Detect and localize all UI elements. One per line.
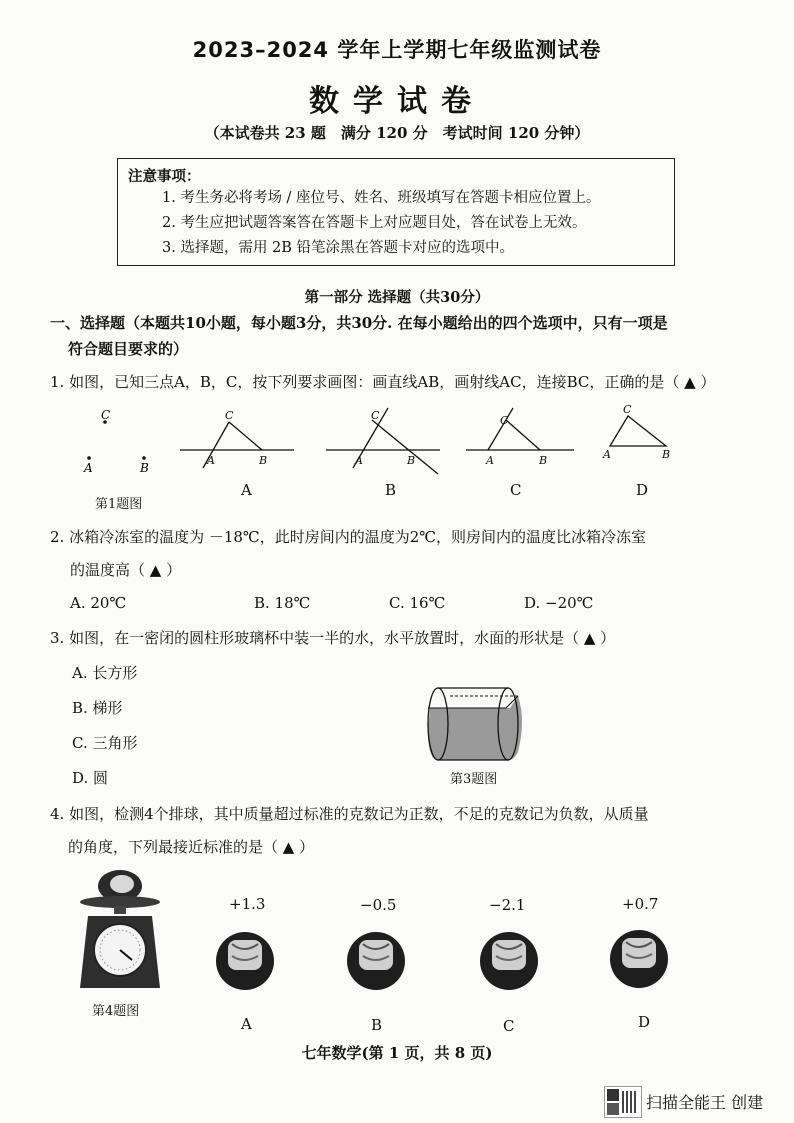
q3-option-b: B. 梯形 [72,699,123,717]
q1-option-b-figure [326,408,440,474]
question-1-text: 1. 如图，已知三点A，B，C，按下列要求画图：画直线AB，画射线AC，连接BC，正确的是（ ▲ ） [50,373,716,391]
question-3-text: 3. 如图，在一密闭的圆柱形玻璃杯中装一半的水，水平放置时，水面的形状是（ ▲ ） [50,629,616,647]
section-title: 第一部分 选择题（共30分） [304,289,490,306]
page-footer: 七年数学(第 1 页，共 8 页) [301,1044,493,1062]
point-label: A [84,461,93,475]
scanner-text: 扫描全能王 创建 [646,1093,764,1112]
q3-option-d: D. 圆 [72,769,109,787]
exam-title: 2023–2024 学年上学期七年级监测试卷 [192,38,602,62]
q1-option-c-figure [466,408,574,467]
q2-option-d: D. −20℃ [524,594,594,612]
q3-option-a: A. 长方形 [72,664,138,682]
q4-figure-caption: 第4题图 [92,1004,140,1019]
q4-option-label: B [371,1016,383,1034]
notice-item: 1. 考生务必将考场 / 座位号、姓名、班级填写在答题卡相应位置上。 [162,190,601,206]
svg-text:A: A [486,454,494,467]
q1-option-label: D [636,481,649,499]
question-1-figures [70,402,690,512]
svg-text:B: B [407,454,416,467]
q1-option-label: B [385,481,397,499]
q2-option-a: A. 20℃ [70,594,127,612]
volleyball-image [478,930,540,992]
svg-text:C: C [623,403,632,416]
q4-option-label: D [638,1013,651,1031]
q3-figure-caption: 第3题图 [450,772,498,787]
q1-figure-caption: 第1题图 [95,497,143,512]
ball-value: −0.5 [360,896,397,914]
notice-item: 2. 考生应把试题答案答在答题卡上对应题目处，答在试卷上无效。 [162,215,587,231]
section-instruction-cont: 符合题目要求的） [68,340,189,358]
ball-value: +1.3 [229,895,266,913]
question-2-text-cont: 的温度高（ ▲ ） [70,561,182,579]
notice-box [117,158,675,266]
q4-option-label: A [241,1015,252,1033]
q4-scale-figure [74,868,166,992]
q1-option-label: A [241,481,252,499]
subject-title: 数学试卷 [309,84,485,119]
notice-item: 3. 选择题，需用 2B 铅笔涂黑在答题卡对应的选项中。 [162,240,515,256]
point-label: C [101,408,111,422]
qr-code-icon [604,1086,642,1118]
ball-value: +0.7 [622,895,659,913]
volleyball-image [214,930,276,992]
q1-option-d-figure [602,403,670,461]
question-4-text-cont: 的角度，下列最接近标准的是（ ▲ ） [68,838,315,856]
ball-value: −2.1 [489,896,526,914]
svg-text:A: A [207,454,215,467]
q1-option-label: C [510,481,522,499]
svg-text:C: C [500,414,509,427]
q2-option-b: B. 18℃ [254,594,311,612]
svg-text:C: C [225,409,234,422]
section-instruction: 一、选择题（本题共10小题，每小题3分，共30分. 在每小题给出的四个选项中，只有一项是 [50,314,668,332]
point-label: B [140,461,149,475]
svg-text:C: C [371,409,380,422]
svg-text:A: A [603,448,611,461]
q3-option-c: C. 三角形 [72,734,138,752]
q1-given-points [83,408,149,475]
question-2-text: 2. 冰箱冷冻室的温度为 －18℃，此时房间内的温度为2℃，则房间内的温度比冰箱冷冻室 [50,528,647,546]
exam-info: （本试卷共 23 题 满分 120 分 考试时间 120 分钟） [204,124,590,142]
svg-text:A: A [355,454,363,467]
svg-text:B: B [539,454,548,467]
question-4-text: 4. 如图，检测4个排球，其中质量超过标准的克数记为正数，不足的克数记为负数，从质量 [50,805,649,823]
q1-option-a-figure [180,409,294,468]
scanner-watermark [604,1086,784,1116]
volleyball-image [345,930,407,992]
volleyball-image [608,928,670,990]
svg-text:B: B [662,448,671,461]
svg-text:B: B [259,454,268,467]
notice-heading: 注意事项： [128,169,201,185]
q2-option-c: C. 16℃ [389,594,446,612]
q3-cylinder-figure [422,680,528,762]
q4-option-label: C [503,1017,515,1035]
